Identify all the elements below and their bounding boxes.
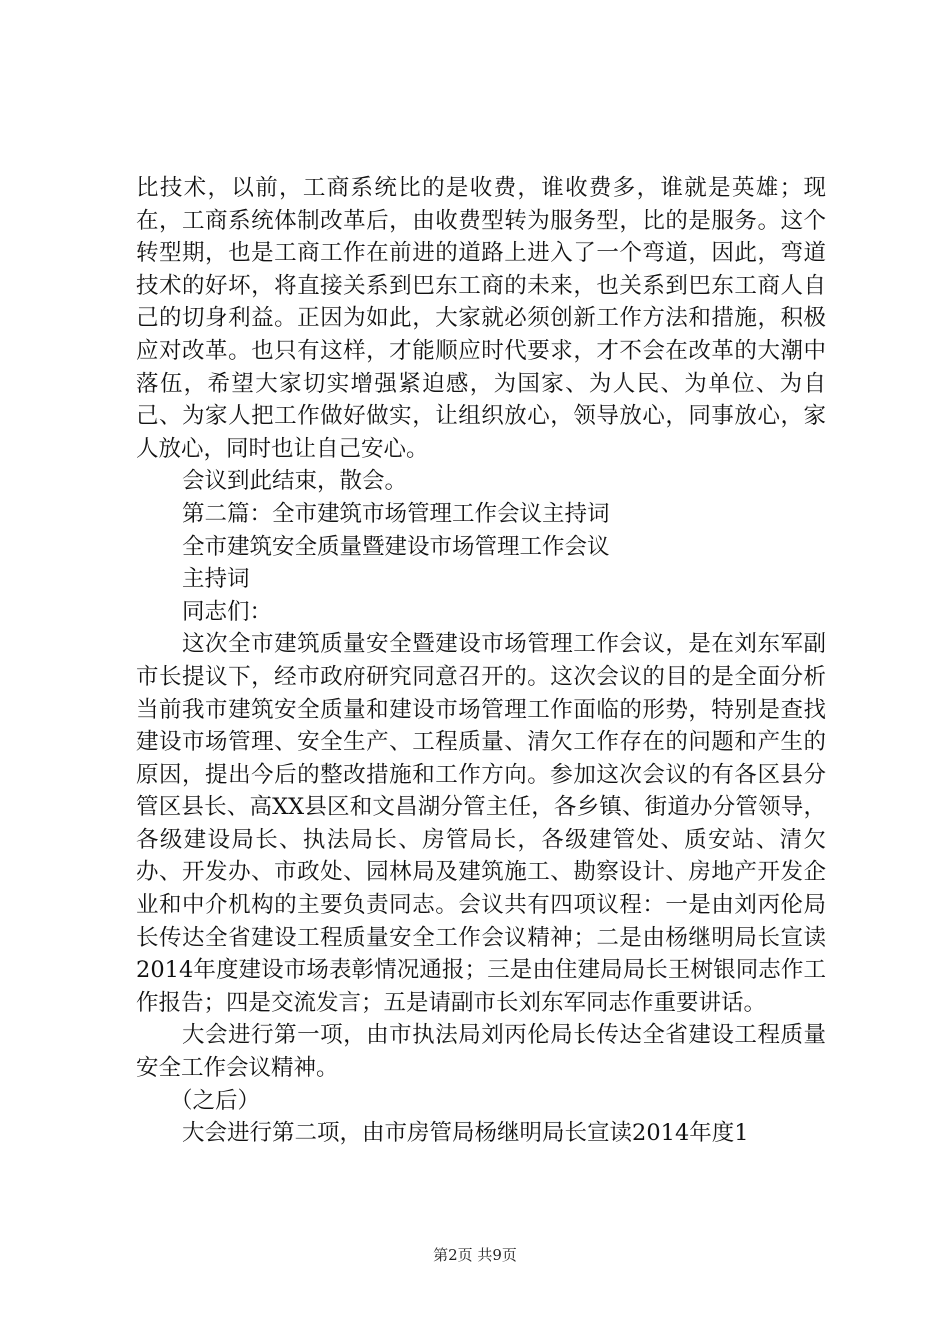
meeting-title: 全市建筑安全质量暨建设市场管理工作会议 <box>182 533 610 560</box>
document-body <box>136 172 826 1150</box>
paragraph-8: 大会进行第一项，由市执法局刘丙伦局长传达全省建设工程质量安全工作会议精神。 <box>136 1022 826 1082</box>
paragraph-1: 比技术，以前，工商系统比的是收费，谁收费多，谁就是英雄；现在，工商系统体制改革后，由收费型转为服务型，比的是服务。这个转型期，也是工商工作在前进的道路上进入了一个弯道，因此，弯道技术的好坏，将直接关系到巴东工商的未来，也关系到巴东工商人自己的切身利益。正因为如此，大家就必须创新工作方法和措施，积极应对改革。也只有这样，才能顺应时代要求，才不会在改革的大潮中落伍，希望大家切实增强紧迫感，为国家、为人民、为单位、为自己、为家人把工作做好做实，让组织放心，领导放心，同事放心，家人放心，同时也让自己安心。 <box>136 175 826 462</box>
paragraph-7: 这次全市建筑质量安全暨建设市场管理工作会议，是在刘东军副市长提议下，经市政府研究同意召开的。这次会议的目的是全面分析当前我市建筑安全质量和建设市场管理工作面临的形势，特别是查找建设市场管理、安全生产、工程质量、清欠工作存在的问题和产生的原因，提出今后的整改措施和工作方向。参加这次会议的有各区县分管区县长、高XX县区和文昌湖分管主任，各乡镇、街道办分管领导，各级建设局长、执法局长、房管局长，各级建管处、质安站、清欠办、开发办、市政处、园林局及建筑施工、勘察设计、房地产开发企业和中介机构的主要负责同志。会议共有四项议程：一是由刘丙伦局长传达全省建设工程质量安全工作会议精神；二是由杨继明局长宣读2014年度建设市场表彰情况通报；三是由住建局局长王树银同志作工作报告；四是交流发言；五是请副市长刘东军同志作重要讲话。 <box>136 631 826 1016</box>
section-heading: 第二篇：全市建筑市场管理工作会议主持词 <box>182 500 610 527</box>
paragraph-2: 会议到此结束，散会。 <box>182 468 408 495</box>
paragraph-10: 大会进行第二项，由市房管局杨继明局长宣读2014年度1 <box>182 1120 749 1147</box>
meeting-subtitle: 主持词 <box>182 566 250 593</box>
page-footer: 第2页 共9页 <box>433 1246 517 1264</box>
paragraph-9: （之后） <box>170 1087 261 1114</box>
salutation: 同志们： <box>182 598 273 625</box>
